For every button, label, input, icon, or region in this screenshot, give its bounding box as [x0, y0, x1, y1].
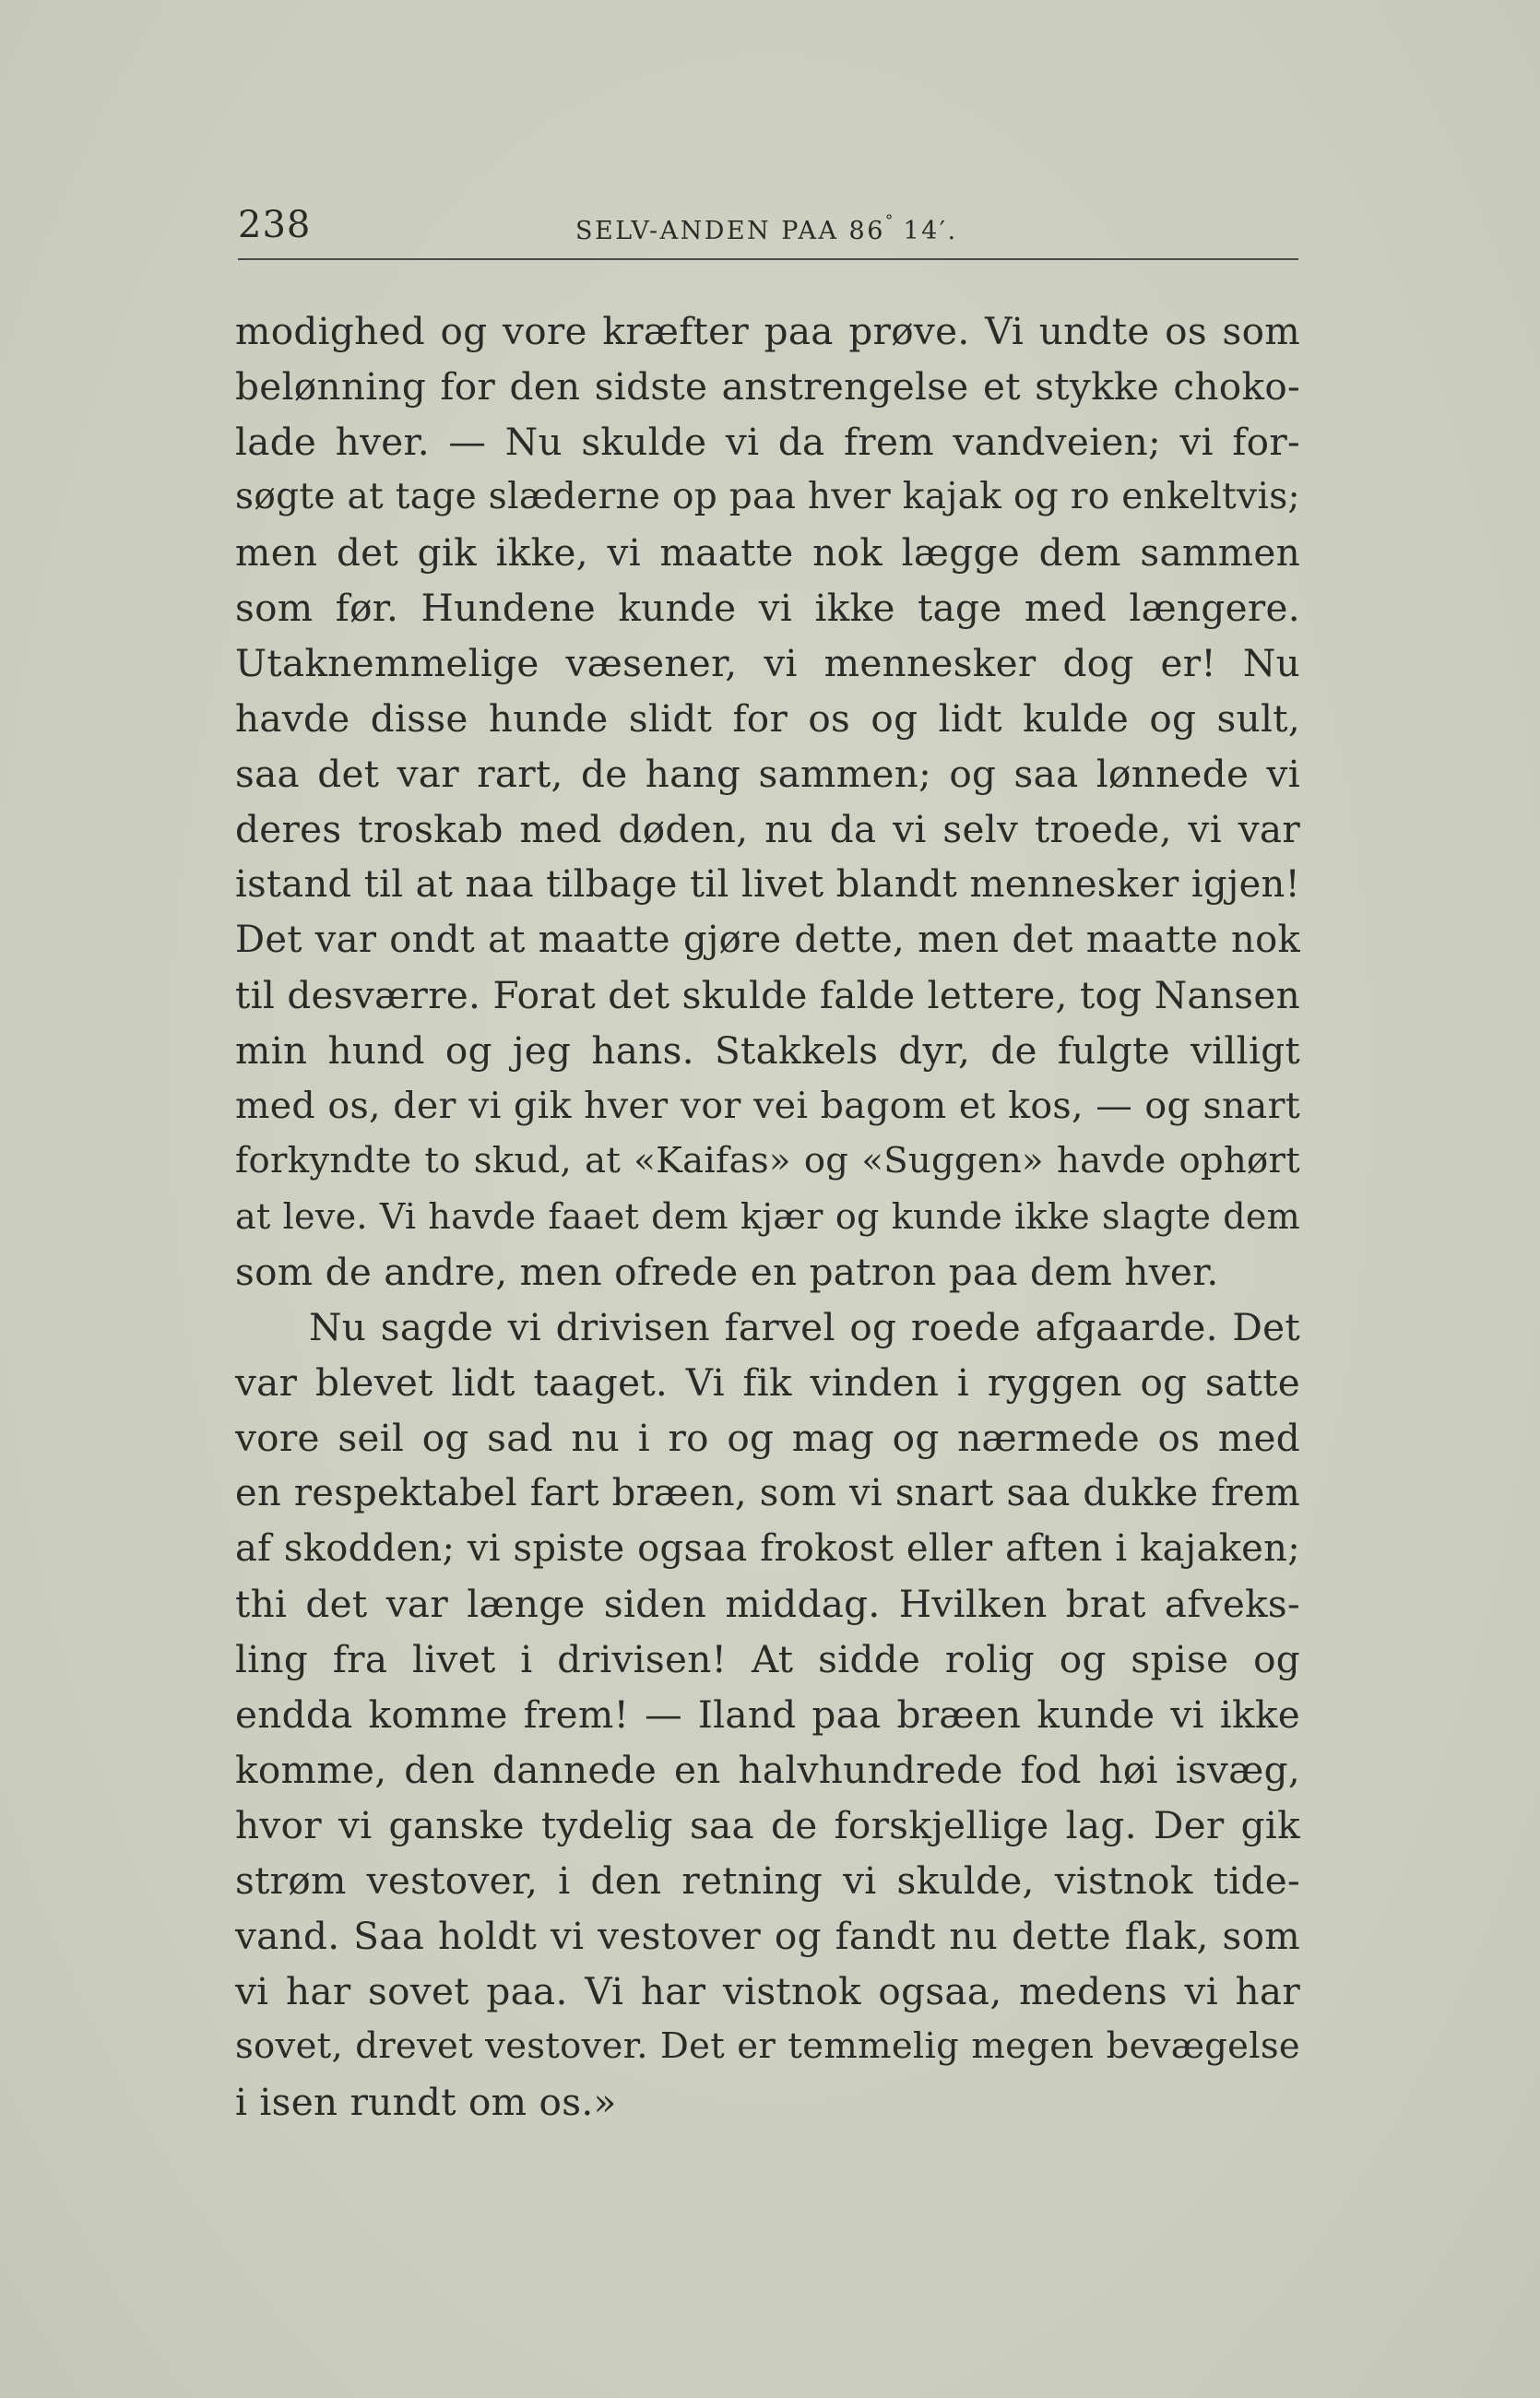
text-line: sovet, drevet vestover. Det er temmelig megen bevægelse: [235, 2025, 1300, 2067]
text-line: komme, den dannede en halvhundrede fod høi isvæg,: [235, 1748, 1300, 1792]
page-number: 238: [238, 204, 312, 246]
text-line: i isen rundt om os.»: [235, 2080, 617, 2124]
text-line: lade hver. — Nu skulde vi da frem vandveien; vi for-: [235, 420, 1300, 464]
text-line: min hund og jeg hans. Stakkels dyr, de fulgte villigt: [235, 1028, 1300, 1073]
text-line: deres troskab med døden, nu da vi selv troede, vi var: [235, 807, 1300, 851]
text-line: ling fra livet i drivisen! At sidde rolig og spise og: [235, 1637, 1300, 1681]
running-head-text: SELV-ANDEN PAA 86: [575, 217, 885, 245]
text-line: at leve. Vi havde faaet dem kjær og kunde ikke slagte dem: [235, 1196, 1300, 1237]
text-line: som de andre, men ofrede en patron paa dem hver.: [235, 1250, 1219, 1294]
text-line: havde disse hunde slidt for os og lidt kulde og sult,: [235, 696, 1300, 741]
body-text: [235, 303, 1300, 2130]
page-header: [238, 201, 1298, 249]
text-line: belønning for den sidste anstrengelse et stykke choko-: [235, 364, 1300, 409]
text-line: istand til at naa tilbage til livet blandt mennesker igjen!: [235, 863, 1300, 906]
text-line: en respektabel fart bræen, som vi snart saa dukke frem: [235, 1472, 1300, 1514]
text-line: søgte at tage slæderne op paa hver kajak og ro enkeltvis;: [235, 476, 1300, 517]
text-line: vi har sovet paa. Vi har vistnok ogsaa, medens vi har: [235, 1969, 1300, 2013]
text-line: til desværre. Forat det skulde falde lettere, tog Nansen: [235, 973, 1300, 1017]
text-line: Det var ondt at maatte gjøre dette, men det maatte nok: [235, 919, 1300, 961]
text-line: forkyndte to skud, at «Kaifas» og «Suggen» havde ophørt: [235, 1140, 1300, 1181]
text-line: som før. Hundene kunde vi ikke tage med længere.: [235, 586, 1300, 630]
text-line: med os, der vi gik hver vor vei bagom et kos, — og snart: [235, 1085, 1300, 1127]
text-line: thi det var længe siden middag. Hvilken brat afveks-: [235, 1582, 1300, 1626]
text-line: strøm vestover, i den retning vi skulde, vistnok tide-: [235, 1858, 1300, 1903]
text-line: var blevet lidt taaget. Vi fik vinden i ryggen og satte: [235, 1360, 1300, 1405]
running-head-degree: °: [884, 212, 894, 231]
running-head: [575, 207, 958, 250]
text-line: hvor vi ganske tydelig saa de forskjellige lag. Der gik: [235, 1803, 1300, 1847]
text-line: endda komme frem! — Iland paa bræen kunde vi ikke: [235, 1692, 1300, 1737]
text-line: vand. Saa holdt vi vestover og fandt nu dette flak, som: [235, 1914, 1300, 1958]
text-line: modighed og vore kræfter paa prøve. Vi undte os som: [235, 309, 1300, 353]
header-rule: [238, 258, 1298, 260]
text-line: vore seil og sad nu i ro og mag og nærmede os med: [235, 1416, 1300, 1460]
paragraph-first-line: Nu sagde vi drivisen farvel og roede afgaarde. Det: [309, 1305, 1300, 1349]
text-line: Utaknemmelige væsener, vi mennesker dog er! Nu: [235, 641, 1300, 685]
text-line: af skodden; vi spiste ogsaa frokost eller aften i kajaken;: [235, 1527, 1300, 1570]
running-head-minutes: 14′.: [893, 217, 958, 245]
text-line: men det gik ikke, vi maatte nok lægge dem sammen: [235, 530, 1300, 575]
text-line: saa det var rart, de hang sammen; og saa lønnede vi: [235, 752, 1300, 796]
